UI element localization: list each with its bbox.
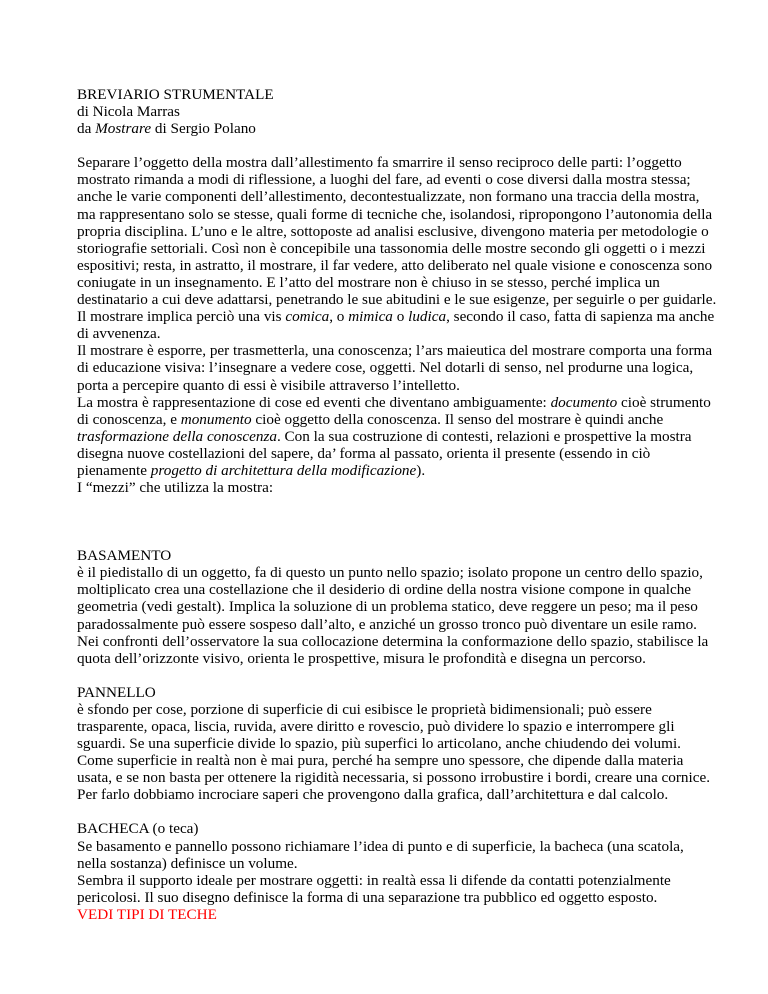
section-heading-basamento: BASAMENTO — [77, 547, 172, 565]
intro-text: , secondo il caso, fatta di sapienza ma anche di avvenenza. — [77, 308, 715, 343]
intro-text: Separare l’oggetto della mostra dall’allestimento fa smarrire il senso reciproco delle parti: l’oggetto mostrato rimanda a modi di riflessione, a luoghi del fare, ad eventi o cose diversi dalla mostra stessa; anche le varie componenti dell’allestimento, decontestualizzate, non formano una traccia della mostra, ma rappresentano solo se stesse, quali forme di tecniche che, isolandosi, ripropongono l’autonomia della propria disciplina. L’uno e le altre, sottoposte ad analisi esclusive, divengono materia per metodologie o storiografie settoriali. Così non è concepibile una tassonomia delle mostre secondo gli oggetti o i mezzi espositivi; resta, in astratto, il mostrare, il far vedere, atto deliberato nel quale visione e conoscenza sono coniugate in un insegnamento. E l’atto del mostrare non è chiuso in se stesso, perché implica un destinatario a cui deve adattarsi, penetrando le sue abitudini e le sue esigenze, per seguirle o per guidarle. Il mostrare implica perciò una vis — [77, 154, 717, 326]
intro-text: . Con la sua costruzione di contesti, relazioni e prospettive la mostra disegna nuove costellazioni del sapere, da’ forma al passato, orienta il presente (essendo in ciò pienamente — [77, 427, 692, 479]
source-title: Mostrare — [95, 120, 152, 138]
intro-text: , o — [329, 308, 349, 326]
intro-text: cioè oggetto della conoscenza. Il senso del mostrare è quindi anche — [251, 410, 664, 428]
section-heading-pannello: PANNELLO — [77, 683, 156, 701]
bacheca-paragraph-2: Sembra il supporto ideale per mostrare oggetti: in realtà essa li difende da contatti potenzialmente pericolosi. Il suo disegno definisce la forma di una separazione tra pubblico ed oggetto esposto. — [77, 871, 671, 906]
source-suffix: di Sergio Polano — [151, 120, 256, 138]
intro-emphasis: comica — [285, 308, 330, 326]
intro-paragraph-4: I “mezzi” che utilizza la mostra: — [77, 479, 274, 497]
basamento-paragraph-2: Nei confronti dell’osservatore la sua collocazione determina la conformazione dello spazio, stabilisce la quota dell’orizzonte visivo, orienta le prospettive, misura le profondità e disegna un percorso. — [77, 632, 709, 667]
intro-paragraph-1 — [77, 154, 717, 342]
document-title: BREVIARIO STRUMENTALE — [77, 86, 274, 103]
author-line: di Nicola Marras — [77, 103, 180, 121]
section-heading-bacheca: BACHECA (o teca) — [77, 820, 199, 838]
basamento-paragraph-1: è il piedistallo di un oggetto, fa di questo un punto nello spazio; isolato propone un centro dello spazio, moltiplicato crea una costellazione che il desiderio di ordine della nostra visione compone in qualche geometria (vedi gestalt). Implica la soluzione di un problema statico, deve reggere un peso; ma il peso paradossalmente può essere sospeso dall’alto, e anziché un grosso tronco può diventare un esile ramo. — [77, 564, 703, 633]
tipi-di-teche-link[interactable]: VEDI TIPI DI TECHE — [77, 905, 217, 923]
intro-emphasis: documento — [550, 393, 618, 411]
source-line — [77, 120, 717, 137]
intro-text: ). — [416, 461, 426, 479]
intro-text: La mostra è rappresentazione di cose ed eventi che diventano ambiguamente: — [77, 393, 551, 411]
intro-text: cioè strumento di conoscenza, e — [77, 393, 711, 428]
document-page — [77, 86, 717, 923]
pannello-paragraph-2: Per farlo dobbiamo incrociare saperi che provengono dalla grafica, dall’architettura e dal calcolo. — [77, 786, 669, 804]
intro-emphasis: mimica — [348, 308, 393, 326]
bacheca-paragraph-1: Se basamento e pannello possono richiamare l’idea di punto e di superficie, la bacheca (una scatola, nella sostanza) definisce un volume. — [77, 837, 684, 872]
intro-emphasis: trasformazione della conoscenza — [77, 427, 277, 445]
intro-emphasis: progetto di architettura della modificazione — [150, 461, 417, 479]
intro-emphasis: ludica — [408, 308, 447, 326]
intro-paragraph-3 — [77, 394, 717, 479]
source-prefix: da — [77, 120, 96, 138]
pannello-paragraph-1: è sfondo per cose, porzione di superficie di cui esibisce le proprietà bidimensionali; può essere trasparente, opaca, liscia, ruvida, avere diritto e rovescio, può dividere lo spazio e interrompere gli sguardi. Se una superficie divide lo spazio, più superfici lo articolano, anche chiudendo dei volumi. Come superficie in realtà non è mai pura, perché ha sempre uno spessore, che dipende dalla materia usata, e se non basta per ottenere la rigidità necessaria, si possono irrobustire i bordi, creare una cornice. — [77, 700, 710, 787]
intro-paragraph-2: Il mostrare è esporre, per trasmetterla, una conoscenza; l’ars maieutica del mostrare comporta una forma di educazione visiva: l’insegnare a vedere cose, oggetti. Nel dotarli di senso, nel produrne una logica, porta a percepire quanto di essi è visibile attraverso l’intelletto. — [77, 342, 713, 394]
intro-text: o — [392, 308, 409, 326]
intro-emphasis: monumento — [180, 410, 252, 428]
